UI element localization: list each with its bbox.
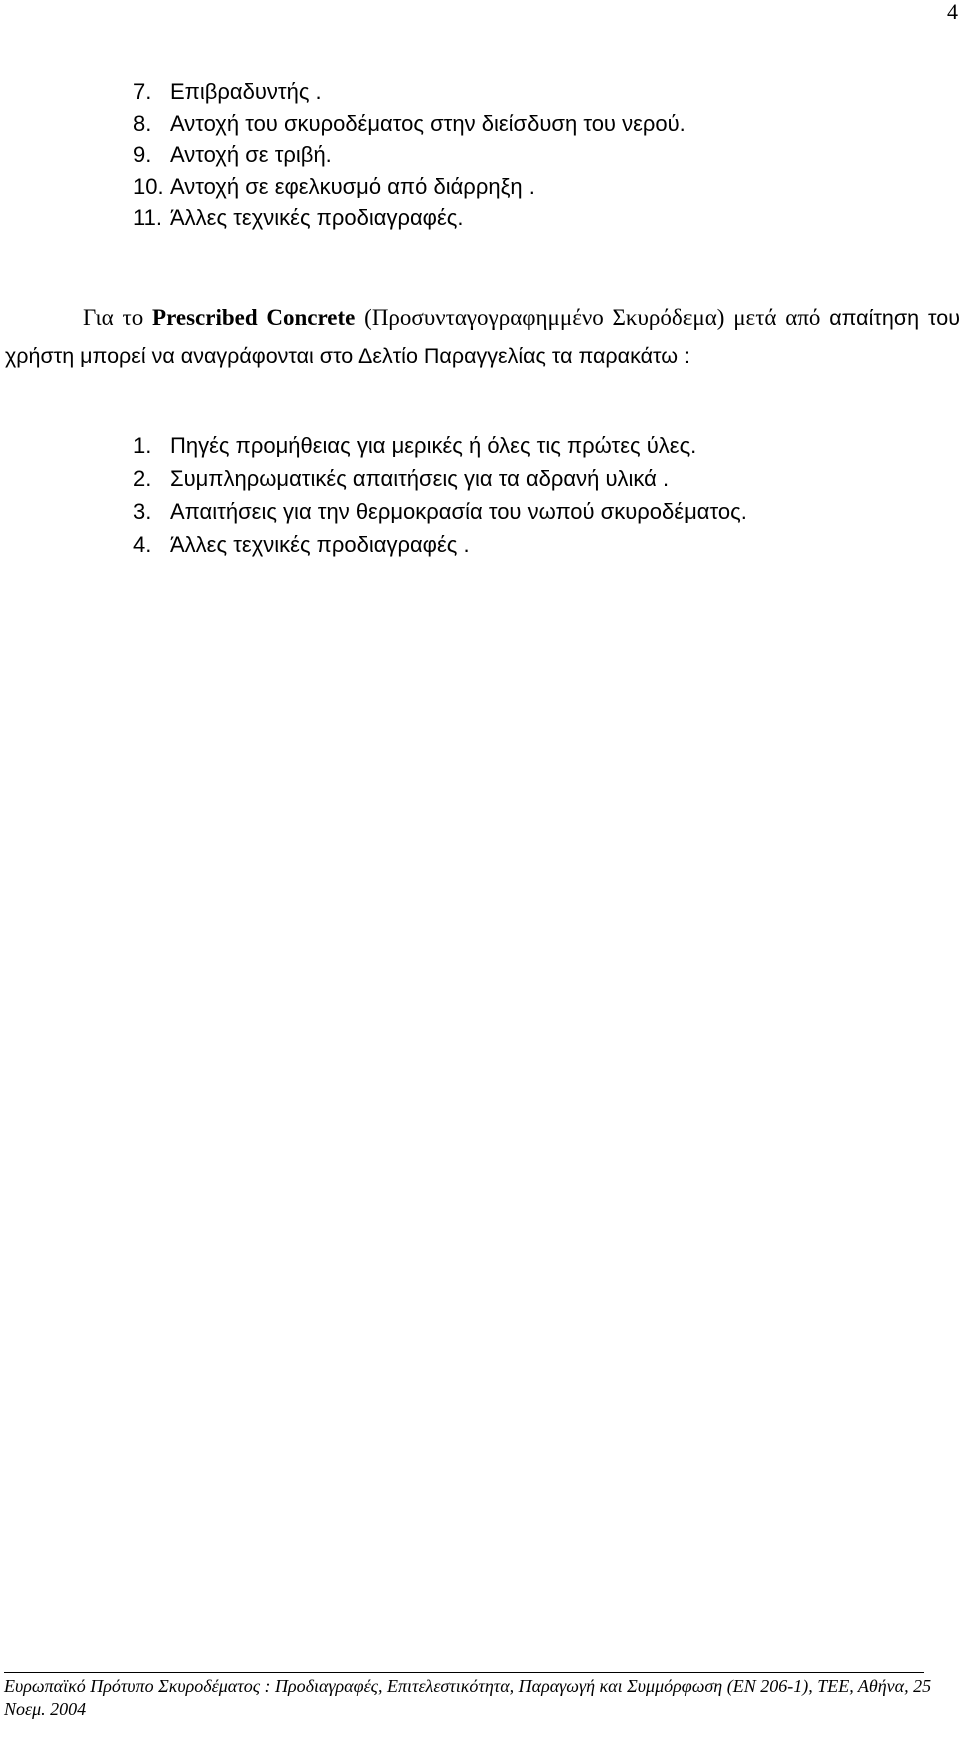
list-item [133,139,686,171]
prescribed-concrete-paragraph [5,299,960,375]
list-item-text: Αντοχή σε εφελκυσμό από διάρρηξη . [170,173,535,199]
list-item-text: Συμπληρωματικές απαιτήσεις για τα αδρανή υλικά . [170,466,670,491]
list-item-number: 9. [133,142,152,167]
list-item [133,429,747,462]
list-item-text: Αντοχή του σκυροδέματος στην διείσδυση του νερού. [170,110,686,136]
list-item-number: 8. [133,110,152,136]
footer-divider [4,1672,924,1673]
list-item-text: Επιβραδυντής . [170,79,322,104]
list-item [133,462,747,495]
list-item-number: 4. [133,532,152,557]
page-footer: Ευρωπαϊκό Πρότυπο Σκυροδέματος : Προδιαγραφές, Επιτελεστικότητα, Παραγωγή και Συμμόρφωση (ΕΝ 206-1), ΤΕΕ, Αθήνα, 25 Νοεμ. 2004 [4,1676,932,1719]
prescribed-concrete-list [133,429,747,561]
list-item-number: 2. [133,466,152,491]
list-item [133,528,747,561]
list-item-text: Απαιτήσεις για την θερμοκρασία του νωπού σκυροδέματος. [170,499,747,524]
list-item-number: 7. [133,79,152,104]
list-item-number: 10. [133,173,164,199]
list-item-text: Άλλες τεχνικές προδιαγραφές . [170,532,470,557]
paragraph-tail: απαίτηση του χρήστη μπορεί να αναγράφονται στο Δελτίο Παραγγελίας τα παρακάτω : [5,306,960,368]
paragraph-lead: Για το [83,305,153,330]
list-item [133,171,686,203]
requirements-list-continued [133,76,686,234]
list-item-number: 3. [133,499,152,524]
list-item [133,495,747,528]
page-number: 4 [947,0,958,24]
list-item-number: 1. [133,433,152,458]
paragraph-continuation: (Προσυνταγογραφημμένο Σκυρόδεμα) μετά από [355,305,830,330]
paragraph-term: Prescribed Concrete [152,305,356,330]
list-item [133,76,686,108]
list-item-text: Αντοχή σε τριβή. [170,142,332,167]
list-item [133,202,686,234]
list-item-text: Άλλες τεχνικές προδιαγραφές. [170,205,464,230]
list-item [133,108,686,140]
list-item-text: Πηγές προμήθειας για μερικές ή όλες τις πρώτες ύλες. [170,433,697,458]
list-item-number: 11. [133,205,162,230]
